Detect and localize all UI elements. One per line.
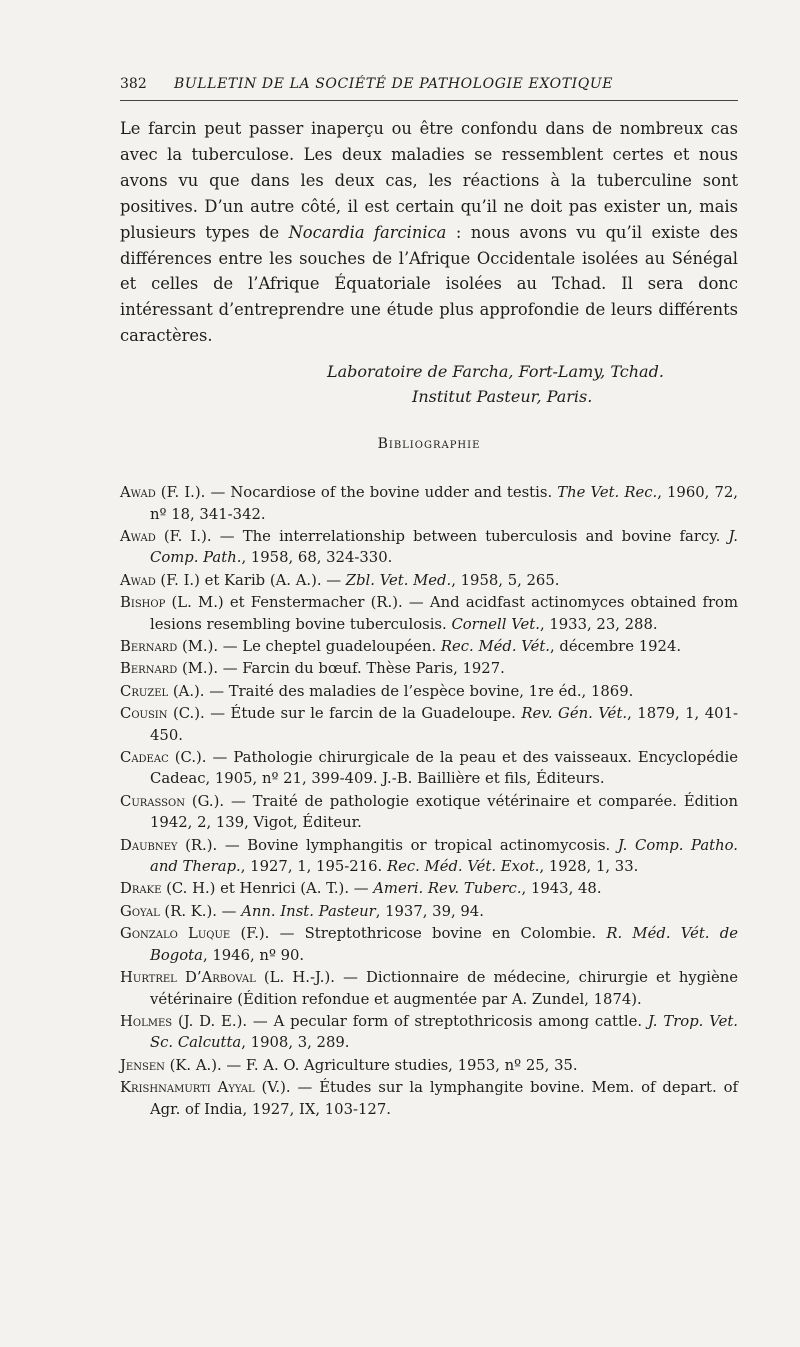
affiliation-line: Laboratoire de Farcha, Fort-Lamy, Tchad. bbox=[327, 362, 664, 382]
reference-author: Jensen bbox=[120, 1056, 165, 1074]
reference-author: Drake bbox=[120, 880, 162, 898]
affiliation bbox=[120, 359, 738, 409]
reference-author: Cousin bbox=[120, 705, 168, 723]
species-name: Nocardia farcinica bbox=[288, 222, 447, 242]
reference-text: , 1927, 1, 195-216. bbox=[240, 858, 387, 876]
reference-text: (M.). — Farcin du bœuf. Thèse Paris, 1927. bbox=[177, 660, 505, 678]
reference-author: Awad bbox=[120, 484, 156, 502]
reference-author: Goyal bbox=[120, 902, 160, 920]
reference-author: Bernard bbox=[120, 638, 178, 655]
reference-text: (G.). — Traité de pathologie exotique vétérinaire et comparée. Édition 1942, 2, 139, Vigot, Éditeur. bbox=[150, 792, 738, 832]
reference-author: Krishnamurti Ayyal bbox=[120, 1079, 255, 1097]
reference-text: , 1937, 39, 94. bbox=[375, 902, 484, 920]
reference-author: Hurtrel D’Arboval bbox=[120, 969, 256, 987]
reference-author: Bishop bbox=[120, 594, 166, 612]
reference-author: Gonzalo Luque bbox=[120, 925, 231, 943]
reference-journal: J. Trop. Vet. Sc. Calcutta bbox=[150, 1012, 738, 1052]
page-number: 382 bbox=[120, 76, 147, 92]
reference-entry bbox=[120, 636, 738, 657]
reference-text: , 1946, nº 90. bbox=[202, 946, 305, 964]
reference-journal: Ann. Inst. Pasteur bbox=[241, 902, 376, 920]
reference-text: , 1960, 72, nº 18, 341-342. bbox=[150, 484, 738, 523]
reference-text: , 1958, 5, 265. bbox=[451, 571, 560, 589]
reference-text: , 1928, 1, 33. bbox=[539, 858, 639, 876]
reference-text: (C.). — Pathologie chirurgicale de la peau et des vaisseaux. Encyclopédie Cadeac, 1905, nº 21, 399-409. J.-B. Baillière et fils, Éditeurs. bbox=[150, 749, 738, 788]
reference-entry bbox=[120, 570, 738, 591]
reference-entry bbox=[120, 1055, 738, 1076]
reference-text: (C.). — Étude sur le farcin de la Guadeloupe. bbox=[167, 705, 522, 723]
reference-text: (F. I.). — Nocardiose of the bovine udder and testis. bbox=[155, 484, 558, 502]
reference-text: (V.). — Études sur la lymphangite bovine. Mem. of depart. of Agr. of India, 1927, IX, 103-127. bbox=[150, 1079, 738, 1118]
reference-journal: Ameri. Rev. Tuberc. bbox=[373, 880, 522, 898]
reference-entry bbox=[120, 835, 738, 878]
page-content bbox=[120, 116, 738, 1121]
reference-entry bbox=[120, 526, 738, 569]
reference-author: Cruzel bbox=[120, 682, 169, 700]
reference-entry bbox=[120, 703, 738, 746]
reference-journal: Rev. Gén. Vét. bbox=[521, 705, 628, 723]
reference-text: (K. A.). — F. A. O. Agriculture studies, 1953, nº 25, 35. bbox=[164, 1056, 578, 1074]
reference-text: , décembre 1924. bbox=[550, 638, 682, 655]
reference-entry bbox=[120, 1077, 738, 1120]
reference-author: Holmes bbox=[120, 1012, 173, 1030]
reference-text: (C. H.) et Henrici (A. T.). — bbox=[161, 880, 374, 898]
reference-journal: Rec. Méd. Vét. bbox=[440, 638, 550, 655]
reference-author: Curasson bbox=[120, 792, 185, 810]
reference-journal: Rec. Méd. Vét. Exot. bbox=[386, 858, 540, 876]
reference-text: , 1933, 23, 288. bbox=[539, 615, 658, 633]
reference-entry bbox=[120, 901, 738, 922]
reference-text: (F. I.) et Karib (A. A.). — bbox=[155, 571, 346, 589]
reference-text: (L. H.-J.). — Dictionnaire de médecine, chirurgie et hygiène vétérinaire (Édition refondue et augmentée par A. Zundel, 1874). bbox=[150, 969, 738, 1008]
running-header bbox=[120, 76, 738, 101]
reference-author: Daubney bbox=[120, 836, 178, 854]
reference-journal: R. Méd. Vét. de Bogota bbox=[150, 925, 738, 964]
reference-text: (R. K.). — bbox=[159, 902, 242, 920]
reference-journal: J. Comp. Patho. and Therap. bbox=[150, 836, 738, 876]
affiliation-line: Institut Pasteur, Paris. bbox=[412, 387, 593, 407]
reference-text: (J. D. E.). — A pecular form of streptothricosis among cattle. bbox=[172, 1012, 648, 1030]
reference-journal: J. Comp. Path. bbox=[150, 527, 738, 567]
reference-author: Awad bbox=[120, 527, 156, 545]
reference-entry bbox=[120, 791, 738, 834]
reference-text: , 1958, 68, 324-330. bbox=[241, 549, 393, 567]
body-paragraph: Le farcin peut passer inaperçu ou être confondu dans de nombreux cas avec la tuberculose. Les deux maladies se ressemblent certes et nous avons vu que dans les deux cas, les réactions à la tuberculine sont positives. D’un autre côté, il est certain qu’il ne doit pas exister un, mais plusieurs types de Nocardia farcinica : nous avons vu qu’il existe des différences entre les souches de l’Afrique Occidentale isolées au Sénégal et celles de l’Afrique Équatoriale isolées au Tchad. Il sera donc intéressant d’entreprendre une étude plus approfondie de leurs différents caractères. bbox=[120, 119, 738, 346]
reference-author: Bernard bbox=[120, 660, 178, 678]
reference-text: (L. M.) et Fenstermacher (R.). — And acidfast actinomyces obtained from lesions resembling bovine tuberculosis. bbox=[150, 594, 738, 633]
reference-list bbox=[120, 482, 738, 1120]
reference-entry bbox=[120, 747, 738, 790]
reference-text: , 1908, 3, 289. bbox=[241, 1034, 350, 1052]
bibliography-heading: Bibliographie bbox=[377, 436, 481, 453]
reference-entry bbox=[120, 658, 738, 679]
reference-entry bbox=[120, 592, 738, 635]
reference-entry bbox=[120, 878, 738, 899]
reference-entry bbox=[120, 1011, 738, 1054]
reference-entry bbox=[120, 923, 738, 966]
reference-text: (F.). — Streptothricose bovine en Colombie. bbox=[230, 925, 607, 943]
reference-entry bbox=[120, 681, 738, 702]
reference-entry bbox=[120, 482, 738, 525]
reference-text: (A.). — Traité des maladies de l’espèce bovine, 1re éd., 1869. bbox=[168, 682, 634, 700]
reference-journal: Cornell Vet. bbox=[451, 615, 540, 633]
reference-journal: Zbl. Vet. Med. bbox=[345, 571, 452, 589]
reference-text: , 1943, 48. bbox=[521, 880, 602, 898]
reference-journal: The Vet. Rec. bbox=[557, 484, 658, 502]
journal-title: BULLETIN DE LA SOCIÉTÉ DE PATHOLOGIE EXOTIQUE bbox=[174, 76, 614, 92]
reference-author: Awad bbox=[120, 571, 156, 589]
reference-text: (F. I.). — The interrelationship between tuberculosis and bovine farcy. bbox=[155, 527, 729, 545]
reference-text: (R.). — Bovine lymphangitis or tropical actinomycosis. bbox=[177, 836, 618, 854]
reference-text: , 1879, 1, 401-450. bbox=[150, 705, 738, 744]
reference-entry bbox=[120, 967, 738, 1010]
reference-text: (M.). — Le cheptel guadeloupéen. bbox=[177, 638, 441, 655]
reference-author: Cadeac bbox=[120, 749, 169, 767]
